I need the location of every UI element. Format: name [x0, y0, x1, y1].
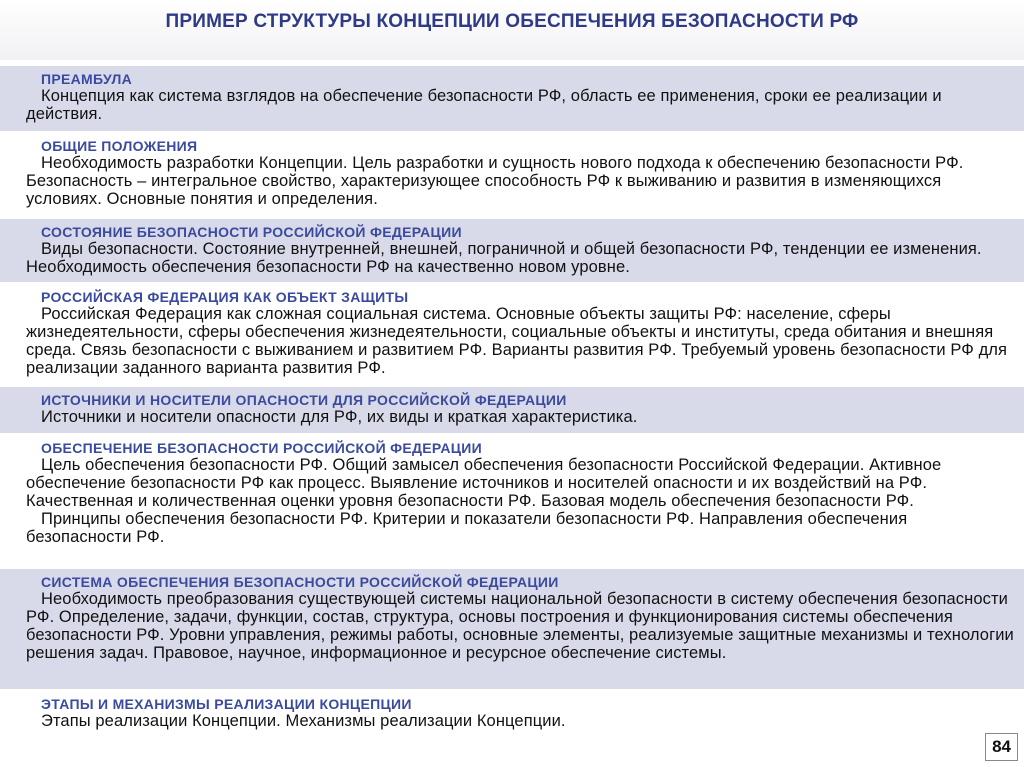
section-system — [0, 569, 1024, 689]
section-text: Принципы обеспечения безопасности РФ. Критерии и показатели безопасности РФ. Направления обеспечения безопасности РФ. — [26, 510, 908, 546]
page-number: 84 — [985, 733, 1018, 761]
section-heading: ОБЩИЕ ПОЛОЖЕНИЯ — [41, 138, 198, 154]
section-state — [0, 219, 1024, 282]
section-heading: ОБЕСПЕЧЕНИЕ БЕЗОПАСНОСТИ РОССИЙСКОЙ ФЕДЕРАЦИИ — [41, 440, 483, 456]
section-heading: СОСТОЯНИЕ БЕЗОПАСНОСТИ РОССИЙСКОЙ ФЕДЕРАЦИИ — [41, 224, 462, 240]
section-text: Цель обеспечения безопасности РФ. Общий замысел обеспечения безопасности Российской Федерации. Активное обеспечение безопасности РФ как процесс. Выявление источников и носителей опасности и их воздействий на РФ. Качественная и количественная оценки уровня безопасности РФ. Базовая модель обеспечения безопасности РФ. — [26, 456, 942, 510]
section-text: Этапы реализации Концепции. Механизмы реализации Концепции. — [41, 712, 566, 730]
section-preamble — [0, 66, 1024, 131]
title-area — [0, 0, 1024, 60]
section-list — [0, 66, 1024, 737]
section-text: Российская Федерация как сложная социальная система. Основные объекты защиты РФ: население, сферы жизнедеятельности, сферы обеспечения жизнедеятельности, социальные объекты и институты, среда обитания и внешняя среда. Связь безопасности с выживанием и развитием РФ. Варианты развития РФ. Требуемый уровень безопасности РФ для реализации заданного варианта развития РФ. — [26, 305, 1008, 377]
section-heading: ПРЕАМБУЛА — [41, 71, 133, 87]
section-text: Необходимость разработки Концепции. Цель разработки и сущность нового подхода к обеспечению безопасности РФ. Безопасность – интегральное свойство, характеризующее способность РФ к выживанию и развития в изменяющихся условиях. Основные понятия и определения. — [26, 154, 964, 208]
section-heading: ИСТОЧНИКИ И НОСИТЕЛИ ОПАСНОСТИ ДЛЯ РОССИЙСКОЙ ФЕДЕРАЦИИ — [41, 392, 567, 408]
section-stages — [0, 691, 1024, 737]
section-general — [0, 133, 1024, 217]
section-text: Концепция как система взглядов на обеспечение безопасности РФ, область ее применения, сроки ее реализации и действия. — [26, 87, 942, 123]
section-provision — [0, 435, 1024, 567]
slide-title: ПРИМЕР СТРУКТУРЫ КОНЦЕПЦИИ ОБЕСПЕЧЕНИЯ БЕЗОПАСНОСТИ РФ — [165, 11, 859, 32]
section-text: Источники и носители опасности для РФ, их виды и краткая характеристика. — [41, 408, 638, 426]
section-object — [0, 284, 1024, 385]
section-text: Необходимость преобразования существующей системы национальной безопасности в систему обеспечения безопасности РФ. Определение, задачи, функции, состав, структура, основы построения и функционирования системы обеспечения безопасности РФ. Уровни управления, режимы работы, основные элементы, реализуемые защитные механизмы и технологии решения задач. Правовое, научное, информационное и ресурсное обеспечение системы. — [26, 590, 1014, 662]
section-heading: РОССИЙСКАЯ ФЕДЕРАЦИЯ КАК ОБЪЕКТ ЗАЩИТЫ — [41, 289, 409, 305]
section-heading: СИСТЕМА ОБЕСПЕЧЕНИЯ БЕЗОПАСНОСТИ РОССИЙСКОЙ ФЕДЕРАЦИИ — [41, 574, 559, 590]
section-sources — [0, 387, 1024, 433]
section-text: Виды безопасности. Состояние внутренней, внешней, пограничной и общей безопасности РФ, тенденции ее изменения. Необходимость обеспечения безопасности РФ на качественно новом уровне. — [26, 240, 982, 276]
section-heading: ЭТАПЫ И МЕХАНИЗМЫ РЕАЛИЗАЦИИ КОНЦЕПЦИИ — [41, 696, 412, 712]
